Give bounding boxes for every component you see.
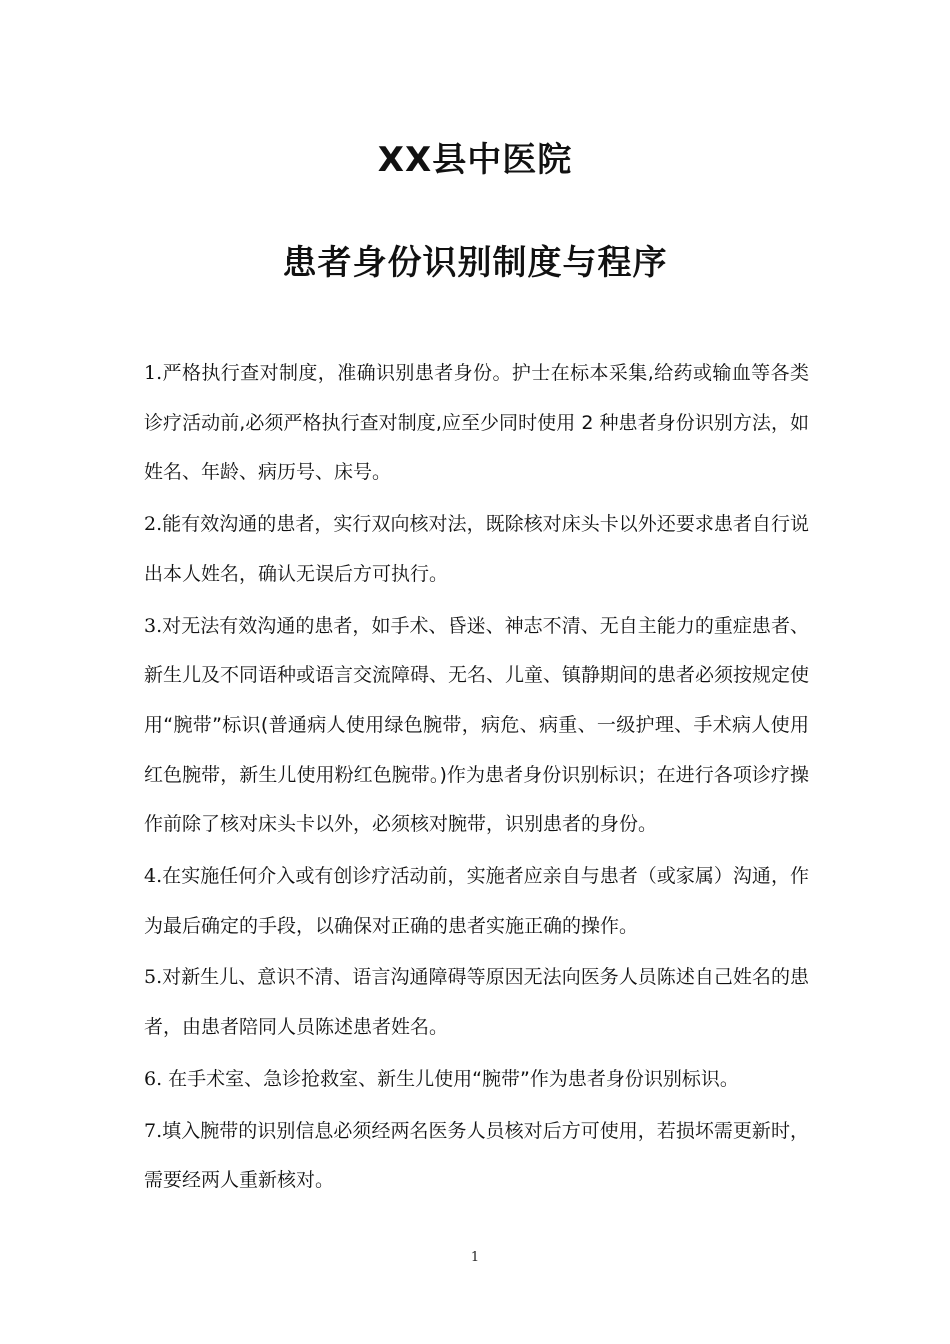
paragraph-number: 5. — [144, 966, 163, 989]
paragraph-number: 1. — [144, 362, 163, 384]
page-number: 1 — [470, 1250, 480, 1265]
paragraph-text: 在手术室、急诊抢救室、新生儿使用“腕带”作为患者身份识别标识。 — [168, 1067, 739, 1090]
paragraph-text: 对无法有效沟通的患者，如手术、昏迷、神志不清、无自主能力的重症患者、新生儿及不同语种或语言交流障碍、无名、儿童、镇静期间的患者必须按规定使用“腕带”标识(普通病人使用绿色腕带，病危、病重、一级护理、手术病人使用红色腕带，新生儿使用粉红色腕带。)作为患者身份识别标识；在进行各项诊疗操作前除了核对床头卡以外，必须核对腕带，识别患者的身份。 — [144, 614, 810, 836]
paragraph-text: 填入腕带的识别信息必须经两名医务人员核对后方可使用，若损坏需更新时，需要经两人重新核对。 — [144, 1119, 809, 1192]
document-title-hospital: XX县中医院 — [377, 140, 573, 180]
paragraph-1 — [144, 349, 809, 498]
paragraph-7 — [144, 1107, 809, 1206]
paragraph-6 — [144, 1055, 809, 1105]
paragraph-text: 对新生儿、意识不清、语言沟通障碍等原因无法向医务人员陈述自己姓名的患者，由患者陪同人员陈述患者姓名。 — [144, 966, 809, 1039]
document-body — [144, 349, 809, 1208]
paragraph-text: 在实施任何介入或有创诊疗活动前，实施者应亲自与患者（或家属）沟通，作为最后确定的手段，以确保对正确的患者实施正确的操作。 — [144, 865, 809, 937]
paragraph-number: 3. — [144, 614, 163, 637]
paragraph-text: 能有效沟通的患者，实行双向核对法，既除核对床头卡以外还要求患者自行说出本人姓名，确认无误后方可执行。 — [144, 513, 809, 585]
paragraph-text: 严格执行查对制度，准确识别患者身份。护士在标本采集,给药或输血等各类诊疗活动前,必须严格执行查对制度,应至少同时使用 2 种患者身份识别方法，如姓名、年龄、病历号、床号。 — [144, 362, 809, 484]
paragraph-number: 4. — [144, 865, 163, 888]
paragraph-number: 6. — [144, 1067, 169, 1090]
paragraph-number: 2. — [144, 513, 163, 536]
paragraph-2 — [144, 500, 809, 599]
paragraph-3 — [144, 602, 809, 851]
document-title-policy: 患者身份识别制度与程序 — [282, 243, 668, 283]
paragraph-number: 7. — [144, 1119, 163, 1142]
paragraph-5 — [144, 953, 809, 1052]
paragraph-4 — [144, 852, 809, 951]
